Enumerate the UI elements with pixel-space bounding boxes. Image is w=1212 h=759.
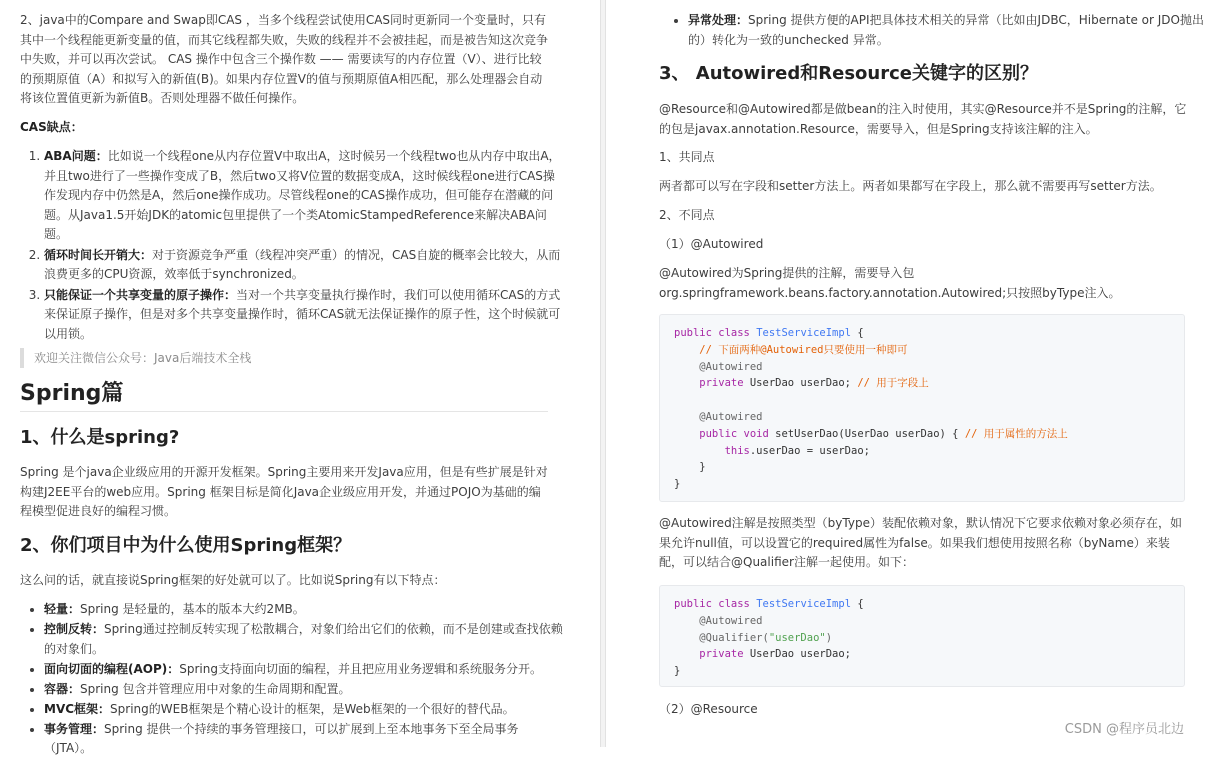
title-underline: [20, 411, 548, 412]
left-page: [0, 0, 600, 755]
q3-heading: 3、 Autowired和Resource关键字的区别？: [659, 63, 1038, 84]
q2-intro: 这么问的话，就直接说Spring框架的好处就可以了。比如说Spring有以下特点：: [20, 573, 446, 587]
list-item: • 面向切面的编程(AOP)：Spring支持面向切面的编程，并且把应用业务逻辑和系统服务分开。: [44, 660, 564, 680]
list-item: • 事务管理：Spring 提供一个持续的事务管理接口，可以扩展到上至本地事务下至全局事务（JTA）。: [44, 720, 564, 759]
autowired-heading: （1）@Autowired: [659, 237, 764, 251]
common-points-body: 两者都可以写在字段和setter方法上。两者如果都写在字段上，那么就不需要再写setter方法。: [659, 179, 1162, 193]
cas-flaws-heading: CAS缺点：: [20, 120, 83, 134]
right-page: [606, 0, 1204, 747]
code-block-autowired: public class TestServiceImpl { // 下面两种@Autowired只要使用一种即可 @Autowired private UserDao userDao; // 用于字段上 @Autowired public void setUserDao(UserDao userDao) { // 用于属性的方法上 this.userDao = userDao; } }: [659, 314, 1185, 502]
common-points-heading: 1、共同点: [659, 150, 715, 164]
list-item: • 控制反转：Spring通过控制反转实现了松散耦合，对象们给出它们的依赖，而不是创建或查找依赖的对象们。: [44, 620, 564, 659]
q1-body: Spring 是个java企业级应用的开源开发框架。Spring主要用来开发Java应用，但是有些扩展是针对构建J2EE平台的web应用。Spring 框架目标是简化Java企业级应用开发，并通过POJO为基础的编程模型促进良好的编程习惯。: [20, 465, 548, 518]
q2-heading: 2、你们项目中为什么使用Spring框架？: [20, 535, 352, 556]
exception-item-list: [666, 11, 1212, 51]
cas-intro-paragraph: 2、java中的Compare and Swap即CAS ，当多个线程尝试使用CAS同时更新同一个变量时，只有其中一个线程能更新变量的值，而其它线程都失败，失败的线程并不会被挂起，而是被告知这次竞争中失败，并可以再次尝试。 CAS 操作中包含三个操作数 —— 需要读写的内存位置（V）、进行比较的预期原值（A）和拟写入的新值(B)。如果内存位置V的值与预期原值A相匹配，那么处理器会自动将该位置值更新为新值B。否则处理器不做任何操作。: [20, 13, 549, 105]
spring-section-title: Spring篇: [20, 381, 124, 406]
follow-quote: 欢迎关注微信公众号：Java后端技术全栈: [20, 348, 251, 368]
list-item: • MVC框架：Spring的WEB框架是个精心设计的框架，是Web框架的一个很好的替代品。: [44, 700, 564, 720]
autowired-note: @Autowired注解是按照类型（byType）装配依赖对象，默认情况下它要求依赖对象必须存在，如果允许null值，可以设置它的required属性为false。如果我们想使用按照名称（byName）来装配，可以结合@Qualifier注解一起使用。如下：: [659, 516, 1182, 569]
resource-heading: （2）@Resource: [659, 702, 758, 716]
code-block-qualifier: public class TestServiceImpl { @Autowired @Qualifier("userDao") private UserDao userDao; }: [659, 585, 1185, 687]
list-item: • 轻量：Spring 是轻量的，基本的版本大约2MB。: [44, 600, 564, 620]
q3-intro: @Resource和@Autowired都是做bean的注入时使用，其实@Resource并不是Spring的注解，它的包是javax.annotation.Resource，需要导入，但是Spring支持该注解的注入。: [659, 102, 1187, 136]
list-item: 1. ABA问题：比如说一个线程one从内存位置V中取出A，这时候另一个线程two也从内存中取出A，并且two进行了一些操作变成了B，然后two又将V位置的数据变成A，这时候线程one进行CAS操作发现内存中仍然是A，然后one操作成功。尽管线程one的CAS操作成功，但可能存在潜藏的问题。从Java1.5开始JDK的atomic包里提供了一个类AtomicStampedReference来解决ABA问题。: [44, 147, 564, 245]
differences-heading: 2、不同点: [659, 208, 715, 222]
list-item: • 容器：Spring 包含并管理应用中对象的生命周期和配置。: [44, 680, 564, 700]
list-item: 2. 循环时间长开销大：对于资源竞争严重（线程冲突严重）的情况，CAS自旋的概率会比较大，从而浪费更多的CPU资源，效率低于synchronized。: [44, 246, 564, 285]
cas-flaws-list: [22, 147, 564, 345]
autowired-description: @Autowired为Spring提供的注解，需要导入包org.springframework.beans.factory.annotation.Autowired;只按照byType注入。: [659, 266, 1121, 300]
list-item: • 异常处理：Spring 提供方便的API把具体技术相关的异常（比如由JDBC，Hibernate or JDO抛出的）转化为一致的unchecked 异常。: [688, 11, 1212, 50]
q1-heading: 1、什么是spring?: [20, 427, 180, 448]
csdn-watermark: CSDN @程序员北边: [1064, 722, 1184, 737]
list-item: 3. 只能保证一个共享变量的原子操作：当对一个共享变量执行操作时，我们可以使用循环CAS的方式来保证原子操作，但是对多个共享变量操作时，循环CAS就无法保证操作的原子性，这个时候就可以用锁。: [44, 286, 564, 345]
spring-features-list: [22, 600, 564, 759]
